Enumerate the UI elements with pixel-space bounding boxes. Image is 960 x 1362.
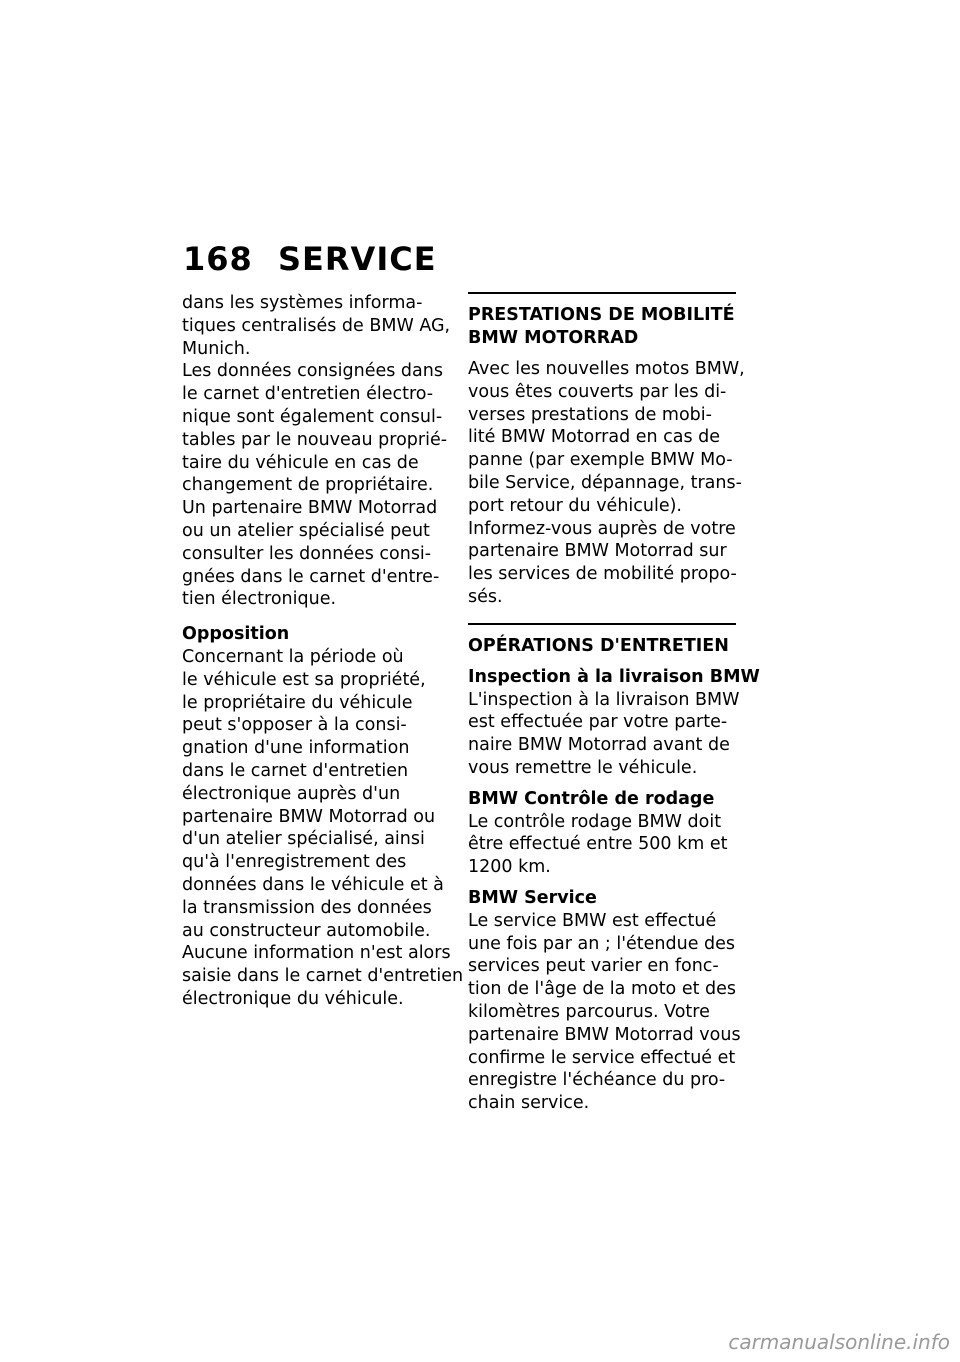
text-line: Concernant la période où bbox=[182, 646, 404, 667]
text-line: Un partenaire BMW Motorrad bbox=[182, 498, 438, 519]
text-line: la transmission des données bbox=[182, 897, 432, 918]
text-line: saisie dans le carnet d'entretien bbox=[182, 966, 464, 987]
text-line: vous remettre le véhicule. bbox=[468, 757, 698, 778]
text-line: bile Service, dépannage, trans- bbox=[468, 472, 742, 493]
page-header bbox=[183, 240, 437, 280]
page-number: 168 bbox=[183, 240, 253, 278]
text-line: électronique du véhicule. bbox=[182, 988, 404, 1009]
text-line: chain service. bbox=[468, 1093, 590, 1114]
text-line: tion de l'âge de la moto et des bbox=[468, 979, 737, 1000]
paragraph-1 bbox=[182, 292, 451, 360]
text-line: services peut varier en fonc- bbox=[468, 956, 719, 977]
section-rule bbox=[468, 623, 736, 625]
text-line: panne (par exemple BMW Mo- bbox=[468, 450, 733, 471]
text-line: sés. bbox=[468, 586, 503, 607]
text-line: partenaire BMW Motorrad sur bbox=[468, 541, 727, 562]
text-line: naire BMW Motorrad avant de bbox=[468, 735, 730, 756]
text-line: une fois par an ; l'étendue des bbox=[468, 933, 736, 954]
text-line: partenaire BMW Motorrad ou bbox=[182, 806, 436, 827]
text-line: Le service BMW est effectué bbox=[468, 910, 717, 931]
text-line: ou un atelier spécialisé peut bbox=[182, 520, 430, 541]
text-line: enregistre l'échéance du pro- bbox=[468, 1070, 726, 1091]
watermark: carmanualsonline.info bbox=[728, 1330, 950, 1354]
text-line: électronique auprès d'un bbox=[182, 783, 401, 804]
heading-line: PRESTATIONS DE MOBILITÉ bbox=[468, 305, 735, 325]
text-line: Informez-vous auprès de votre bbox=[468, 518, 736, 539]
text-line: tiques centralisés de BMW AG, bbox=[182, 315, 451, 336]
text-line: 1200 km. bbox=[468, 857, 551, 878]
text-line: verses prestations de mobi- bbox=[468, 404, 712, 425]
rodage-paragraph bbox=[468, 811, 740, 879]
heading-line: BMW MOTORRAD bbox=[468, 328, 639, 348]
paragraph-3 bbox=[182, 497, 444, 611]
inspection-heading: Inspection à la livraison BMW bbox=[468, 666, 760, 687]
text-line: le véhicule est sa propriété, bbox=[182, 669, 426, 690]
text-line: est effectuée par votre parte- bbox=[468, 712, 728, 733]
service-paragraph bbox=[468, 910, 740, 1115]
mobility-heading bbox=[468, 304, 740, 350]
text-line: confirme le service effectué et bbox=[468, 1047, 736, 1068]
text-line: le carnet d'entretien électro- bbox=[182, 384, 434, 405]
text-line: qu'à l'enregistrement des bbox=[182, 852, 407, 873]
opposition-heading: Opposition bbox=[182, 624, 290, 645]
text-line: lité BMW Motorrad en cas de bbox=[468, 427, 721, 448]
text-line: Les données consignées dans bbox=[182, 361, 443, 382]
text-line: Avec les nouvelles motos BMW, bbox=[468, 359, 745, 379]
text-line: gnées dans le carnet d'entre- bbox=[182, 566, 440, 587]
text-line: les services de mobilité propo- bbox=[468, 564, 737, 585]
text-line: être effectué entre 500 km et bbox=[468, 834, 728, 855]
text-line: vous êtes couverts par les di- bbox=[468, 381, 727, 402]
text-line: Aucune information n'est alors bbox=[182, 943, 451, 964]
paragraph-2 bbox=[182, 360, 448, 497]
text-line: changement de propriétaire. bbox=[182, 475, 434, 496]
text-line: Le contrôle rodage BMW doit bbox=[468, 811, 722, 832]
text-line: dans le carnet d'entretien bbox=[182, 760, 409, 781]
mobility-paragraph bbox=[468, 358, 745, 609]
section-title: SERVICE bbox=[278, 240, 437, 278]
section-rule bbox=[468, 292, 736, 294]
text-line: dans les systèmes informa- bbox=[182, 293, 423, 313]
opposition-paragraph bbox=[182, 646, 464, 1011]
text-line: partenaire BMW Motorrad vous bbox=[468, 1024, 741, 1045]
text-line: le propriétaire du véhicule bbox=[182, 692, 413, 713]
text-line: kilomètres parcourus. Votre bbox=[468, 1001, 710, 1022]
text-line: tables par le nouveau proprié- bbox=[182, 429, 448, 450]
text-line: port retour du véhicule). bbox=[468, 495, 682, 516]
text-line: L'inspection à la livraison BMW bbox=[468, 689, 740, 710]
text-line: gnation d'une information bbox=[182, 738, 410, 759]
text-line: nique sont également consul- bbox=[182, 406, 443, 427]
text-line: Munich. bbox=[182, 338, 251, 359]
right-column bbox=[468, 292, 760, 1123]
text-line: d'un atelier spécialisé, ainsi bbox=[182, 829, 425, 850]
text-line: peut s'opposer à la consi- bbox=[182, 715, 407, 736]
maintenance-heading: OPÉRATIONS D'ENTRETIEN bbox=[468, 635, 729, 656]
rodage-heading: BMW Contrôle de rodage bbox=[468, 788, 715, 809]
service-heading: BMW Service bbox=[468, 887, 597, 908]
text-line: tien électronique. bbox=[182, 589, 337, 610]
inspection-paragraph bbox=[468, 689, 740, 780]
left-column bbox=[182, 292, 464, 1019]
text-line: taire du véhicule en cas de bbox=[182, 452, 419, 473]
text-line: consulter les données consi- bbox=[182, 543, 432, 564]
text-line: données dans le véhicule et à bbox=[182, 874, 444, 895]
text-line: au constructeur automobile. bbox=[182, 920, 431, 941]
